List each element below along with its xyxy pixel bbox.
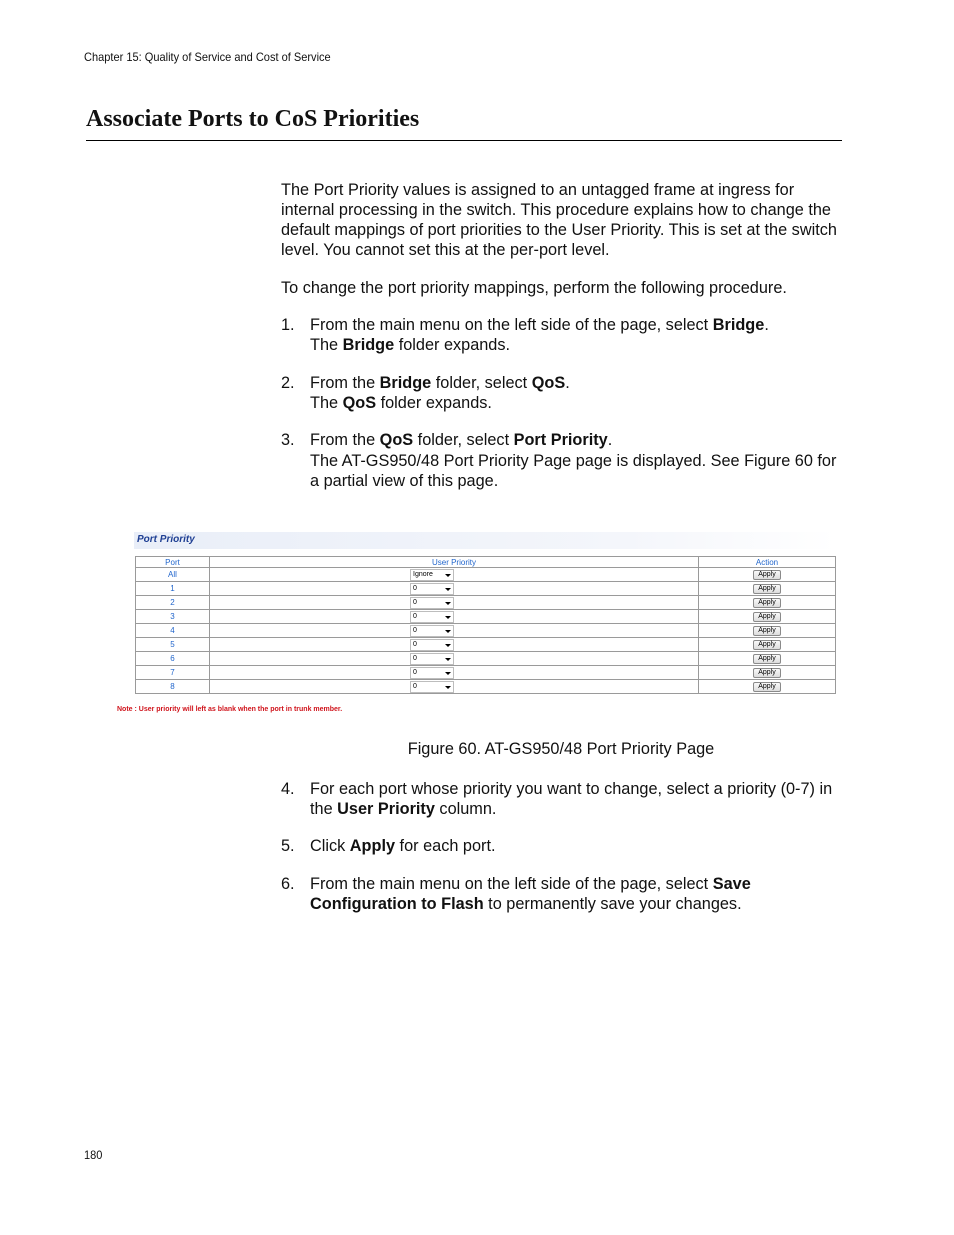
table-row (136, 638, 836, 652)
apply-button[interactable]: Apply (753, 612, 781, 622)
apply-button[interactable]: Apply (753, 570, 781, 580)
port-link[interactable]: 8 (136, 680, 210, 694)
port-priority-table (135, 556, 836, 694)
chevron-down-icon (445, 686, 451, 689)
figure-note: Note : User priority will left as blank when the port in trunk member. (117, 706, 343, 713)
apply-button[interactable]: Apply (753, 640, 781, 650)
port-link[interactable]: 6 (136, 652, 210, 666)
port-link[interactable]: 5 (136, 638, 210, 652)
column-header-port: Port (136, 557, 210, 568)
priority-select[interactable]: 0 (410, 611, 454, 623)
section-title: Associate Ports to CoS Priorities (86, 106, 420, 132)
chevron-down-icon (445, 630, 451, 633)
priority-select[interactable]: 0 (410, 625, 454, 637)
table-row (136, 652, 836, 666)
apply-button[interactable]: Apply (753, 584, 781, 594)
chevron-down-icon (445, 616, 451, 619)
figure-caption: Figure 60. AT-GS950/48 Port Priority Page (407, 740, 715, 758)
chevron-down-icon (445, 588, 451, 591)
port-link[interactable]: 3 (136, 610, 210, 624)
port-link[interactable]: 4 (136, 624, 210, 638)
priority-select[interactable]: 0 (410, 583, 454, 595)
column-header-user-priority: User Priority (210, 557, 699, 568)
chevron-down-icon (445, 658, 451, 661)
priority-select[interactable]: 0 (410, 667, 454, 679)
priority-select[interactable]: 0 (410, 681, 454, 693)
chevron-down-icon (445, 574, 451, 577)
chevron-down-icon (445, 602, 451, 605)
port-link[interactable]: 2 (136, 596, 210, 610)
chevron-down-icon (445, 672, 451, 675)
table-row (136, 624, 836, 638)
running-head: Chapter 15: Quality of Service and Cost of Service (84, 50, 331, 64)
table-header-row (136, 557, 836, 568)
priority-select[interactable]: 0 (410, 653, 454, 665)
port-link[interactable]: 7 (136, 666, 210, 680)
table-row (136, 596, 836, 610)
table-row (136, 666, 836, 680)
table-row (136, 610, 836, 624)
priority-select[interactable]: 0 (410, 639, 454, 651)
procedure-intro: To change the port priority mappings, perform the following procedure. (281, 279, 787, 297)
port-link[interactable]: 1 (136, 582, 210, 596)
title-rule (86, 140, 842, 141)
apply-button[interactable]: Apply (753, 668, 781, 678)
figure-panel-title: Port Priority (137, 534, 195, 545)
apply-button[interactable]: Apply (753, 654, 781, 664)
apply-button[interactable]: Apply (753, 626, 781, 636)
intro-paragraph: The Port Priority values is assigned to an untagged frame at ingress for internal processing in the switch. This procedure explains how to change the default mappings of port priorities to the User Priority. This is set at the switch level. You cannot set this at the per-port level. (281, 181, 837, 259)
apply-button[interactable]: Apply (753, 682, 781, 692)
chevron-down-icon (445, 644, 451, 647)
table-row (136, 582, 836, 596)
page-number: 180 (84, 1148, 103, 1162)
priority-select[interactable]: 0 (410, 597, 454, 609)
column-header-action: Action (699, 557, 836, 568)
port-link[interactable]: All (136, 568, 210, 582)
apply-button[interactable]: Apply (753, 598, 781, 608)
table-row (136, 680, 836, 694)
table-row (136, 568, 836, 582)
figure-panel-header (134, 532, 836, 549)
priority-select[interactable]: Ignore (410, 569, 454, 581)
